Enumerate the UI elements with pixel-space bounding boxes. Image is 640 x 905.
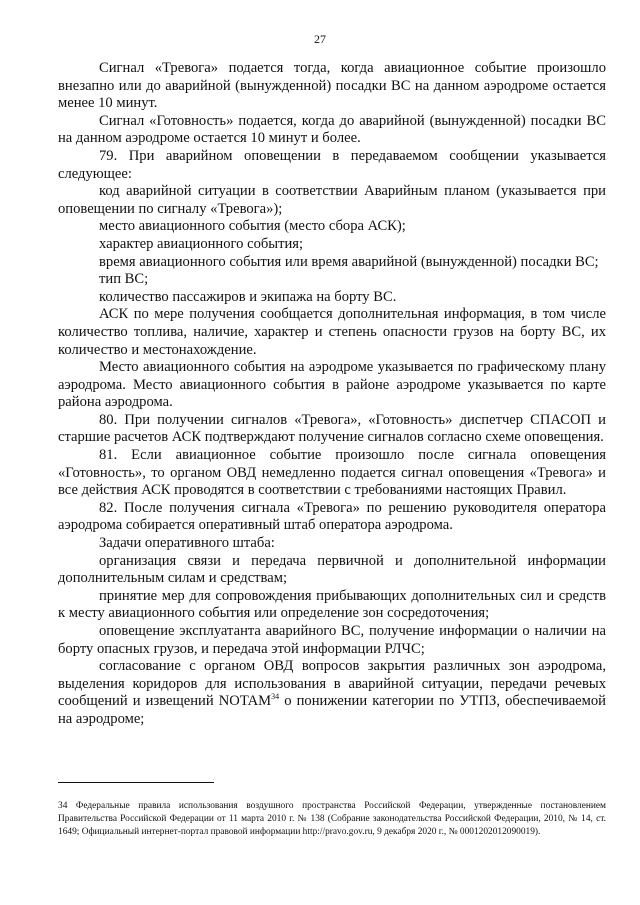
list-item-event-time: время авиационного события или время аварийной (вынужденной) посадки ВС; bbox=[99, 253, 599, 270]
paragraph-readiness-signal: Сигнал «Готовность» подается, когда до аварийной (вынужденной) посадки ВС на данном аэродроме остается 10 минут и более. bbox=[58, 112, 606, 147]
page-number: 27 bbox=[314, 32, 326, 46]
list-item-event-nature: характер авиационного события; bbox=[99, 235, 304, 252]
atc-coordination-text-end: о понижении категории по УТПЗ, обеспечиваемой на аэродроме; bbox=[58, 693, 606, 727]
list-item-operator-notification: оповещение эксплуатанта аварийного ВС, получение информации о наличии на борту опасных грузов, и передача этой информации РЛЧС; bbox=[58, 623, 606, 657]
paragraph-alarm-signal: Сигнал «Тревога» подается тогда, когда авиационное событие произошло внезапно или до аварийной (вынужденной) посадки ВС на данном аэродроме остается менее 10 минут. bbox=[58, 60, 606, 112]
footnote-text: Федеральные правила использования воздушного пространства Российской Федерации, утвержденные постановлением Правительства Российской Федерации от 11 марта 2010 г. № 138 (Собрание законодательства Российской Федерации, 2010, № 14, ст. 1649; Официальный интернет-портал правовой информации http://pravo.gov.ru, 9 декабря 2020 г., № 0001202012090019). bbox=[58, 801, 606, 838]
footnote-number: 34 bbox=[58, 801, 68, 811]
body-text bbox=[58, 60, 606, 729]
paragraph-79: 79. При аварийном оповещении в передаваемом сообщении указывается следующее: bbox=[58, 147, 606, 182]
footnote-reference[interactable]: 34 bbox=[271, 692, 280, 702]
paragraph-80: 80. При получении сигналов «Тревога», «Готовность» диспетчер СПАСОП и старшие расчетов АСК подтверждают получение сигналов согласно схеме оповещения. bbox=[58, 411, 606, 446]
list-item-emergency-code: код аварийной ситуации в соответствии Аварийным планом (указывается при оповещении по сигналу «Тревога»); bbox=[58, 183, 606, 217]
paragraph-event-location-plan: Место авиационного события на аэродроме указывается по графическому плану аэродрома. Место авиационного события в районе аэродроме указывается по карте района аэродрома. bbox=[58, 359, 606, 411]
paragraph-staff-tasks: Задачи оперативного штаба: bbox=[99, 535, 275, 552]
paragraph-81: 81. Если авиационное событие произошло после сигнала оповещения «Готовность», то органом ОВД немедленно подается сигнал оповещения «Тревога» и все действия АСК проводятся в соответствии с требованиями настоящих Правил. bbox=[58, 447, 606, 499]
paragraph-additional-info: АСК по мере получения сообщается дополнительная информация, в том числе количество топлива, наличие, характер и степень опасности грузов на борту ВС, их количество и местонахождение. bbox=[58, 306, 606, 358]
paragraph-82: 82. После получения сигнала «Тревога» по решению руководителя оператора аэродрома собирается оперативный штаб оператора аэродрома. bbox=[58, 499, 606, 534]
list-item-event-location: место авиационного события (место сбора АСК); bbox=[99, 218, 406, 235]
footnote-divider bbox=[58, 782, 214, 783]
footnote bbox=[58, 800, 606, 840]
list-item-aircraft-type: тип ВС; bbox=[99, 271, 149, 288]
list-item-escort-forces: принятие мер для сопровождения прибывающих дополнительных сил и средств к месту авиационного события или определение зон сосредоточения; bbox=[58, 587, 606, 622]
list-item-atc-coordination bbox=[58, 658, 606, 728]
atc-coordination-text: согласование с органом ОВД вопросов закрытия различных зон аэродрома, выделения коридоров для использования в аварийной ситуации, передачи речевых сообщений и извещений NOTAM bbox=[58, 658, 606, 710]
list-item-communication: организация связи и передача первичной и дополнительной информации дополнительным силам и средствам; bbox=[58, 552, 606, 587]
list-item-persons-on-board: количество пассажиров и экипажа на борту ВС. bbox=[99, 288, 397, 305]
